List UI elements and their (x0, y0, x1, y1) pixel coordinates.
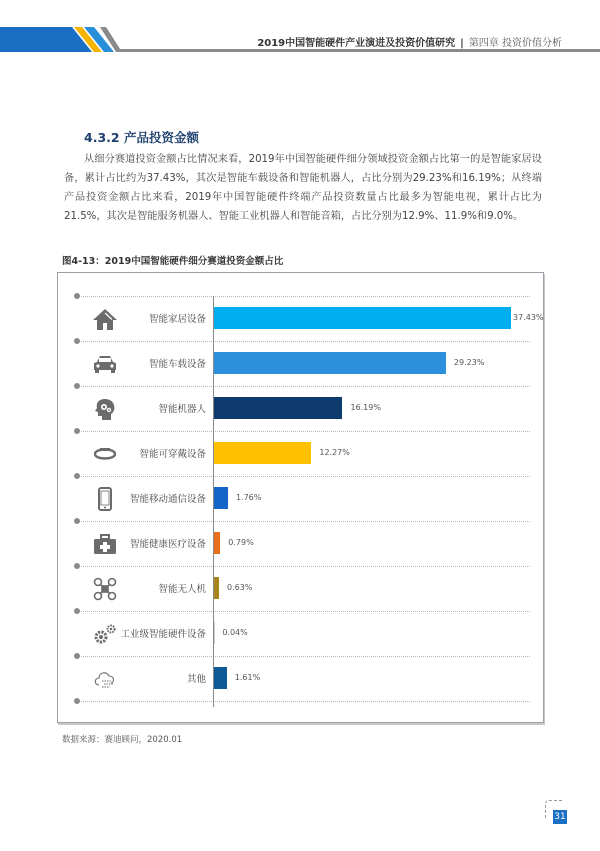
category-label: 其他 (186, 674, 206, 685)
chart-row (0, 521, 600, 566)
separator-dot (74, 698, 80, 704)
value-label: 16.19% (350, 403, 381, 412)
bar (214, 577, 219, 599)
house-icon (92, 307, 118, 331)
chart-row (0, 296, 600, 341)
section-title: 4.3.2 产品投资金额 (84, 130, 199, 145)
category-label: 智能无人机 (158, 584, 206, 595)
page-number: 31 (554, 812, 566, 822)
value-label: 0.79% (228, 538, 254, 547)
chart-axis (213, 296, 214, 707)
value-label: 1.61% (234, 673, 261, 682)
category-label: 智能可穿戴设备 (139, 449, 206, 460)
body-paragraph: 从细分赛道投资金额占比情况来看，2019年中国智能硬件细分领域投资金额占比第一的是智能家居设备，累计占比约为37.43%，其次是智能车载设备和智能机器人，占比分别为29.23%和16.19%；从终端产品投资金额占比来看，2019年中国智能硬件终端产品投资数量占比最多为智能电视，累计占比为21.5%，其次是智能服务机器人、智能工业机器人和智能音箱，占比分别为12.9%、11.9%和9.0%。 (64, 154, 542, 222)
chart-row (0, 566, 600, 611)
bar (214, 667, 227, 689)
chart-row (0, 431, 600, 476)
running-header (257, 34, 562, 49)
data-source: 数据来源：赛迪顾问，2020.01 (62, 735, 183, 745)
value-label: 12.27% (319, 448, 350, 457)
bar (214, 352, 446, 374)
chart-row (0, 386, 600, 431)
category-label: 智能机器人 (158, 404, 206, 415)
bar (214, 487, 228, 509)
value-label: 29.23% (453, 358, 485, 367)
drone-icon (92, 577, 118, 601)
header-separator: | (460, 38, 464, 49)
cloud-icon (92, 667, 118, 691)
chapter-title: 第四章 投资价值分析 (468, 38, 562, 49)
row-separator (77, 701, 530, 702)
chart-row (0, 611, 600, 656)
chart-row (0, 656, 600, 701)
value-label: 0.63% (226, 583, 253, 592)
value-label: 0.04% (222, 628, 248, 637)
wearable-band-icon (92, 442, 118, 466)
chart-row (0, 341, 600, 386)
value-label: 1.76% (235, 493, 262, 502)
smartphone-icon (92, 487, 118, 511)
value-label: 37.43% (513, 313, 544, 322)
category-label: 智能车载设备 (148, 359, 206, 370)
category-label: 智能健康医疗设备 (129, 539, 206, 550)
report-title: 2019中国智能硬件产业演进及投资价值研究 (257, 38, 456, 49)
car-icon (92, 352, 118, 376)
figure-title: 图4-13：2019中国智能硬件细分赛道投资金额占比 (62, 256, 284, 267)
category-label: 工业级智能硬件设备 (120, 629, 206, 640)
chart-row (0, 476, 600, 521)
bar (214, 307, 511, 329)
robot-head-icon (92, 397, 118, 421)
bar (214, 532, 220, 554)
gears-icon (92, 622, 118, 646)
bar (214, 397, 342, 419)
category-label: 智能移动通信设备 (129, 494, 206, 505)
bar (214, 442, 311, 464)
medical-kit-icon (92, 532, 118, 556)
header-rule (118, 49, 600, 52)
category-label: 智能家居设备 (148, 314, 206, 325)
